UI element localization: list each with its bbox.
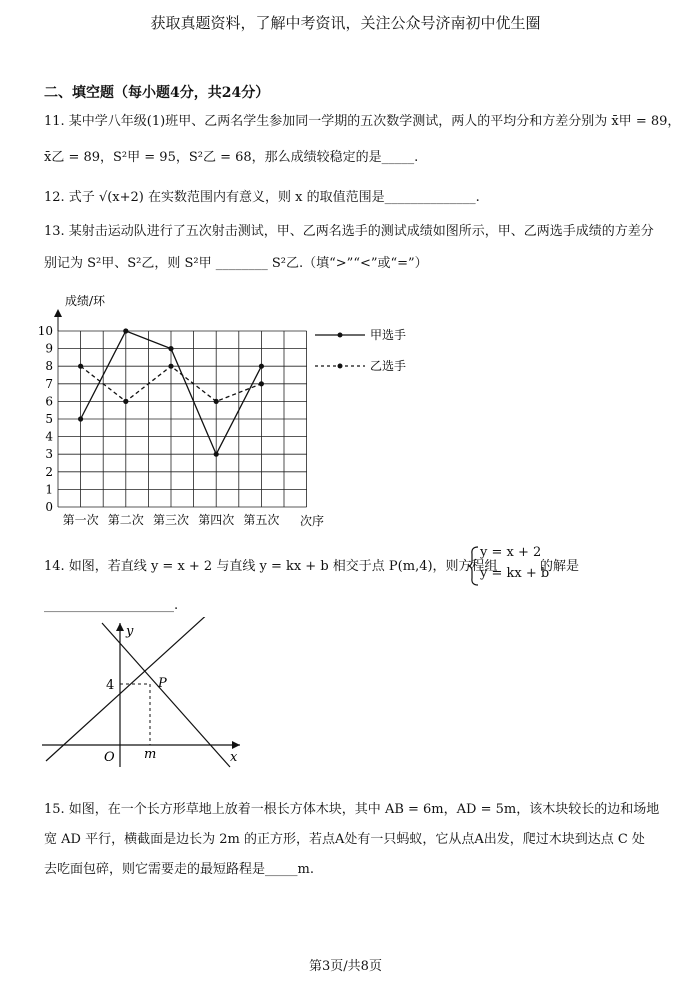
equation-1: y = x + 2 <box>480 545 542 560</box>
y-tick-label: 5 <box>45 412 53 426</box>
x-tick-label: 第三次 <box>152 513 190 527</box>
section-title: 二、填空题（每小题4分，共24分） <box>44 85 270 101</box>
point-p-label: P <box>158 676 167 691</box>
y-tick-label: 7 <box>45 376 53 391</box>
y-tick-label: 9 <box>45 341 53 356</box>
x-tick-label: 第四次 <box>198 513 235 527</box>
series-2-point <box>78 364 83 369</box>
y-tick-label: 8 <box>45 359 53 374</box>
page-header: 获取真题资料，了解中考资讯，关注公众号济南初中优生圈 <box>150 14 541 32</box>
y-tick-label: 10 <box>37 324 53 338</box>
x-tick-label: 第二次 <box>107 513 144 527</box>
y-tick-label: 1 <box>45 482 53 497</box>
y-tick-label: 4 <box>45 429 53 444</box>
question-11-line-2: x̄乙 = 89，S²甲 = 95，S²乙 = 68，那么成绩较稳定的是_____. <box>44 150 419 165</box>
y-value-label: 4 <box>106 678 115 693</box>
question-13-line-1: 13. 某射击运动队进行了五次射击测试，甲、乙两名选手的测试成绩如图所示，甲、乙两选手成绩的方差分 <box>44 224 654 239</box>
chart-ticks <box>38 324 280 527</box>
series-2-point <box>168 364 173 369</box>
series-1-point <box>214 452 219 457</box>
equation-2: y = kx + b <box>480 566 550 581</box>
y-tick-label: 3 <box>45 447 53 462</box>
question-15-line-1: 15. 如图，在一个长方形草地上放着一根长方体木块，其中 AB = 6m，AD = 5m，该木块较长的边和场地 <box>44 802 660 817</box>
y-tick-label: 0 <box>45 500 53 514</box>
series-2-point <box>259 381 264 386</box>
y-tick-label: 2 <box>45 464 53 479</box>
legend-series-b: 乙选手 <box>370 359 407 373</box>
x-tick-label: 第五次 <box>243 513 280 527</box>
series-2-point <box>214 399 219 404</box>
chart-x-axis-label: 次序 <box>300 514 325 528</box>
question-15-line-3: 去吃面包碎，则它需要走的最短路程是_____m. <box>44 862 314 877</box>
question-14-answer-blank: ____________________. <box>44 598 179 613</box>
chart-y-axis-label: 成绩/环 <box>65 294 106 308</box>
page-footer: 第3页/共8页 <box>309 959 382 974</box>
series-2-point <box>123 399 128 404</box>
series-1-point <box>123 328 128 333</box>
x-axis-label: x <box>230 750 238 765</box>
question-14-text: 14. 如图，若直线 y = x + 2 与直线 y = kx + b 相交于点 P(m,4)，则方程组 <box>44 559 498 574</box>
linear-functions-figure <box>40 617 250 772</box>
equation-system-brace <box>467 545 481 587</box>
y-tick-label: 6 <box>45 394 53 409</box>
question-13-line-2: 别记为 S²甲、S²乙，则 S²甲 ________ S²乙.（填“>”“<”或“=”） <box>44 256 428 271</box>
legend-series-a: 甲选手 <box>370 328 407 342</box>
chart-legend <box>310 320 420 380</box>
question-11-line-1: 11. 某中学八年级(1)班甲、乙两名学生参加同一学期的五次数学测试，两人的平均分和方差分别为 x̄甲 = 89， <box>44 114 681 129</box>
line-y-eq-x-plus-2 <box>46 617 222 761</box>
series-1-point <box>168 346 173 351</box>
series-1-point <box>78 416 83 421</box>
y-axis-label: y <box>126 624 134 639</box>
origin-label: O <box>104 750 115 765</box>
question-12: 12. 式子 √(x+2) 在实数范围内有意义，则 x 的取值范围是______________. <box>44 190 480 205</box>
m-label: m <box>144 747 157 762</box>
x-tick-label: 第一次 <box>62 513 99 527</box>
chart-grid <box>54 309 307 507</box>
question-14-tail: 的解是 <box>540 559 580 574</box>
series-1-point <box>259 364 264 369</box>
question-15-line-2: 宽 AD 平行，横截面是边长为 2m 的正方形，若点A处有一只蚂蚁，它从点A出发，爬过木块到达点 C 处 <box>44 832 645 847</box>
